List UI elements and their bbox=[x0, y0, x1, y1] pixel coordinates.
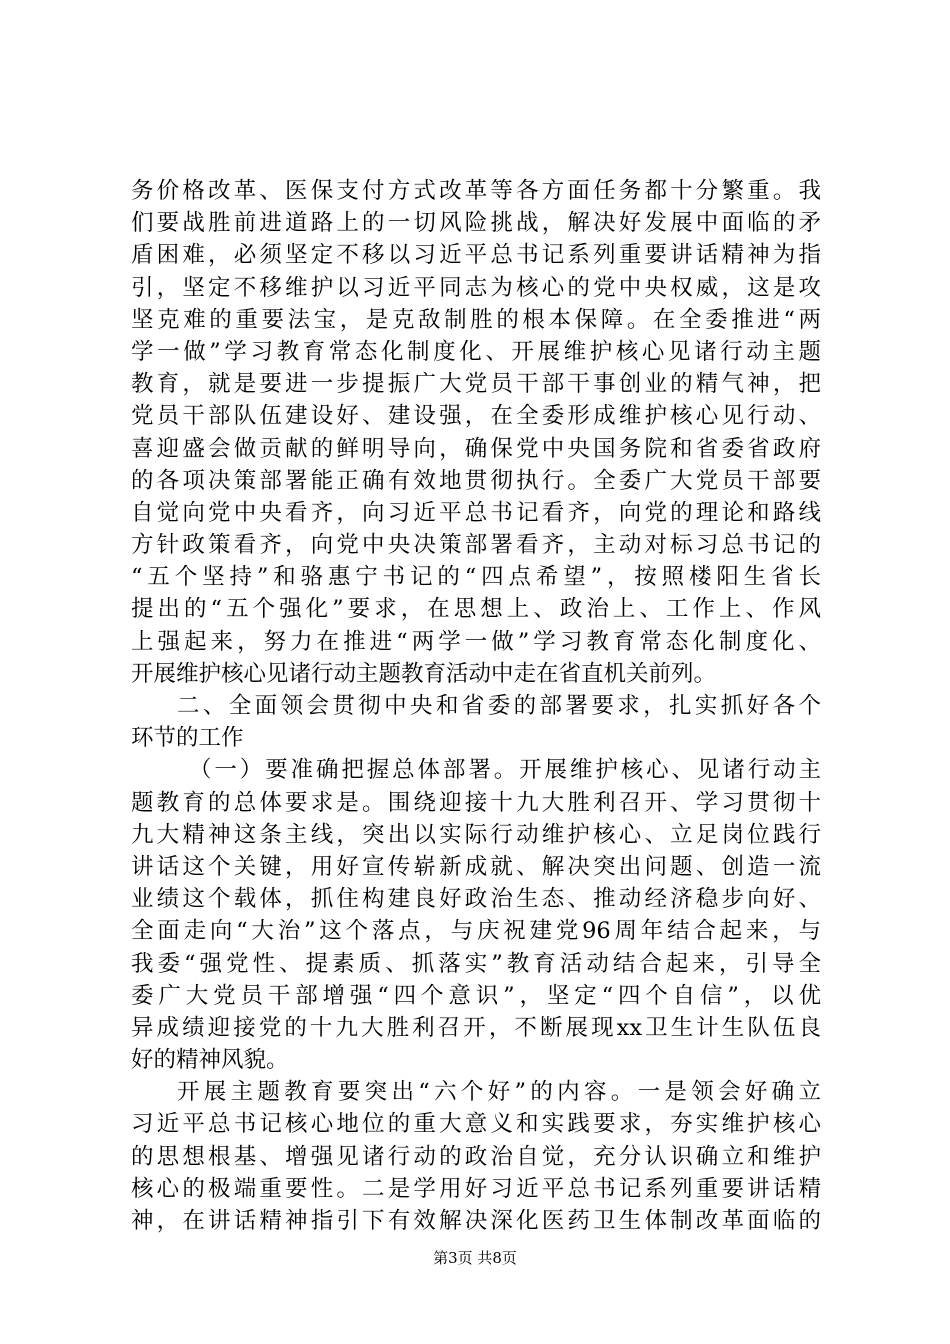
text-line: 方针政策看齐，向党中央决策部署看齐，主动对标习总书记的 bbox=[131, 532, 821, 559]
text-line: 学一做”学习教育常态化制度化、开展维护核心见诸行动主题 bbox=[131, 338, 821, 365]
text-line: 的各项决策部署能正确有效地贯彻执行。全委广大党员干部要 bbox=[131, 467, 821, 494]
text-line: 喜迎盛会做贡献的鲜明导向，确保党中央国务院和省委省政府 bbox=[131, 435, 821, 462]
text-line: 委广大党员干部增强“四个意识”，坚定“四个自信”，以优 bbox=[131, 982, 821, 1009]
text-line: 异成绩迎接党的十九大胜利召开，不断展现xx卫生计生队伍良 bbox=[131, 1014, 821, 1041]
section-heading-line: 环节的工作 bbox=[131, 725, 244, 752]
text-line: 党员干部队伍建设好、建设强，在全委形成维护核心见行动、 bbox=[131, 403, 821, 430]
text-line: 教育，就是要进一步提振广大党员干部干事创业的精气神，把 bbox=[131, 371, 821, 398]
text-line: 上强起来，努力在推进“两学一做”学习教育常态化制度化、 bbox=[131, 628, 821, 655]
text-line: 核心的极端重要性。二是学用好习近平总书记系列重要讲话精 bbox=[131, 1175, 821, 1202]
text-line: 盾困难，必须坚定不移以习近平总书记系列重要讲话精神为指 bbox=[131, 242, 821, 269]
text-line: 神，在讲话精神指引下有效解决深化医药卫生体制改革面临的 bbox=[131, 1208, 821, 1234]
text-line: 讲话这个关键，用好宣传崭新成就、解决突出问题、创造一流 bbox=[131, 853, 821, 880]
text-line: 提出的“五个强化”要求，在思想上、政治上、工作上、作风 bbox=[131, 596, 821, 623]
text-line: 引，坚定不移维护以习近平同志为核心的党中央权威，这是攻 bbox=[131, 274, 821, 301]
text-line: 们要战胜前进道路上的一切风险挑战，解决好发展中面临的矛 bbox=[131, 210, 821, 237]
text-line: 开展主题教育要突出“六个好”的内容。一是领会好确立 bbox=[177, 1079, 821, 1106]
text-line: 九大精神这条主线，突出以实际行动维护核心、立足岗位践行 bbox=[131, 821, 821, 848]
text-line: 题教育的总体要求是。围绕迎接十九大胜利召开、学习贯彻十 bbox=[131, 789, 821, 816]
text-line: 坚克难的重要法宝，是克敌制胜的根本保障。在全委推进“两 bbox=[131, 306, 821, 333]
subsection-heading-line: （一）要准确把握总体部署。开展维护核心、见诸行动主 bbox=[189, 757, 821, 784]
text-line: 业绩这个载体，抓住构建良好政治生态、推动经济稳步向好、 bbox=[131, 886, 821, 913]
text-line: 我委“强党性、提素质、抓落实”教育活动结合起来，引导全 bbox=[131, 950, 821, 977]
page-number-footer: 第3页 共8页 bbox=[433, 1249, 517, 1267]
text-line: 全面走向“大治”这个落点，与庆祝建党96周年结合起来，与 bbox=[131, 918, 821, 945]
text-line: 开展维护核心见诸行动主题教育活动中走在省直机关前列。 bbox=[131, 660, 717, 687]
document-body bbox=[131, 175, 821, 1237]
text-line: 务价格改革、医保支付方式改革等各方面任务都十分繁重。我 bbox=[131, 178, 821, 204]
text-line: 自觉向党中央看齐，向习近平总书记看齐，向党的理论和路线 bbox=[131, 499, 821, 526]
section-heading-line: 二、全面领会贯彻中央和省委的部署要求，扎实抓好各个 bbox=[177, 693, 821, 719]
text-line: 好的精神风貌。 bbox=[131, 1047, 289, 1074]
text-line: 的思想根基、增强见诸行动的政治自觉，充分认识确立和维护 bbox=[131, 1143, 821, 1170]
text-line: 习近平总书记核心地位的重大意义和实践要求，夯实维护核心 bbox=[131, 1111, 821, 1138]
text-line: “五个坚持”和骆惠宁书记的“四点希望”，按照楼阳生省长 bbox=[131, 564, 821, 591]
